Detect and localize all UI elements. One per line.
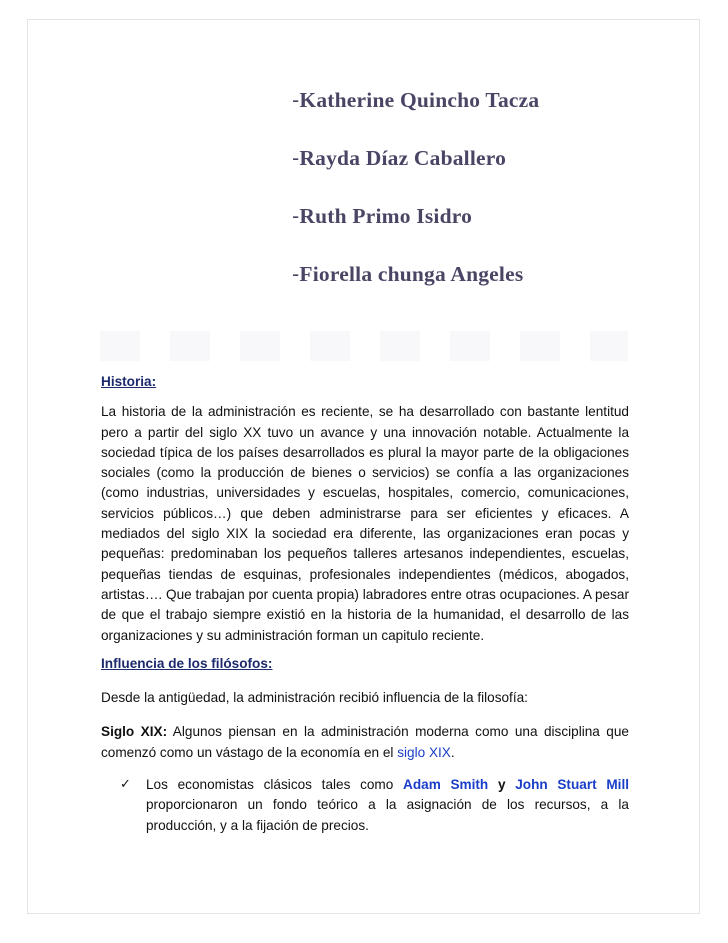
bullet-text-start: Los economistas clásicos tales como (146, 777, 404, 793)
siglo-label: Siglo XIX: (101, 724, 168, 740)
siglo-text: Algunos piensan en la administración moderna como una disciplina que comenzó como un vástago de la economía en el (101, 724, 629, 760)
siglo-end: . (450, 744, 455, 760)
document-body (101, 372, 629, 836)
author-item: -Rayda Díaz Caballero (292, 146, 507, 170)
faint-background-band (100, 331, 628, 361)
bullet-connector: y (488, 777, 516, 793)
bullet-list (101, 775, 629, 836)
author-name: Ruth Primo Isidro (299, 204, 473, 228)
list-item (101, 775, 629, 836)
siglo-xix-link[interactable]: siglo XIX (397, 744, 451, 760)
siglo-paragraph (101, 722, 629, 763)
historia-heading: Historia: (101, 374, 157, 389)
author-name: Fiorella chunga Angeles (299, 262, 524, 286)
checkmark-icon: ✓ (120, 777, 131, 793)
influencia-heading: Influencia de los filósofos: (101, 655, 273, 671)
influencia-intro: Desde la antigüedad, la administración recibió influencia de la filosofía: (101, 690, 528, 706)
bullet-text-end: proporcionaron un fondo teórico a la asignación de los recursos, a la producción, y a la fijación de precios. (146, 797, 629, 833)
author-list (292, 84, 539, 316)
historia-paragraph: La historia de la administración es reciente, se ha desarrollado con bastante lentitud pero a partir del siglo XX tuvo un avance y una innovación notable. Actualmente la sociedad típica de los países desarrollados es plural la mayor parte de la obligaciones sociales (como la producción de bienes o servicios) se confía a las organizaciones (como industrias, universidades y escuelas, hospitales, comercio, comunicaciones, servicios públicos…) que deben administrarse para ser eficientes y eficaces. A mediados del siglo XIX la sociedad era diferente, las organizaciones eran pocas y pequeñas: predominaban los pequeños talleres artesanos independientes, escuelas, pequeñas tiendas de esquinas, profesionales independientes (médicos, abogados, artistas…. Que trabajan por cuenta propia) labradores entre otras ocupaciones. A pesar de que el trabajo siempre existió en la historia de la humanidad, el desarrollo de las organizaciones y su administración forman un capitulo reciente. (101, 404, 629, 643)
author-name: Katherine Quincho Tacza (299, 88, 540, 112)
author-name: Rayda Díaz Caballero (299, 146, 507, 170)
author-item: -Fiorella chunga Angeles (292, 262, 524, 286)
author-item: -Ruth Primo Isidro (292, 204, 473, 228)
author-item: -Katherine Quincho Tacza (292, 88, 540, 112)
john-stuart-mill-link[interactable]: John Stuart Mill (515, 777, 629, 793)
adam-smith-link[interactable]: Adam Smith (403, 777, 489, 793)
